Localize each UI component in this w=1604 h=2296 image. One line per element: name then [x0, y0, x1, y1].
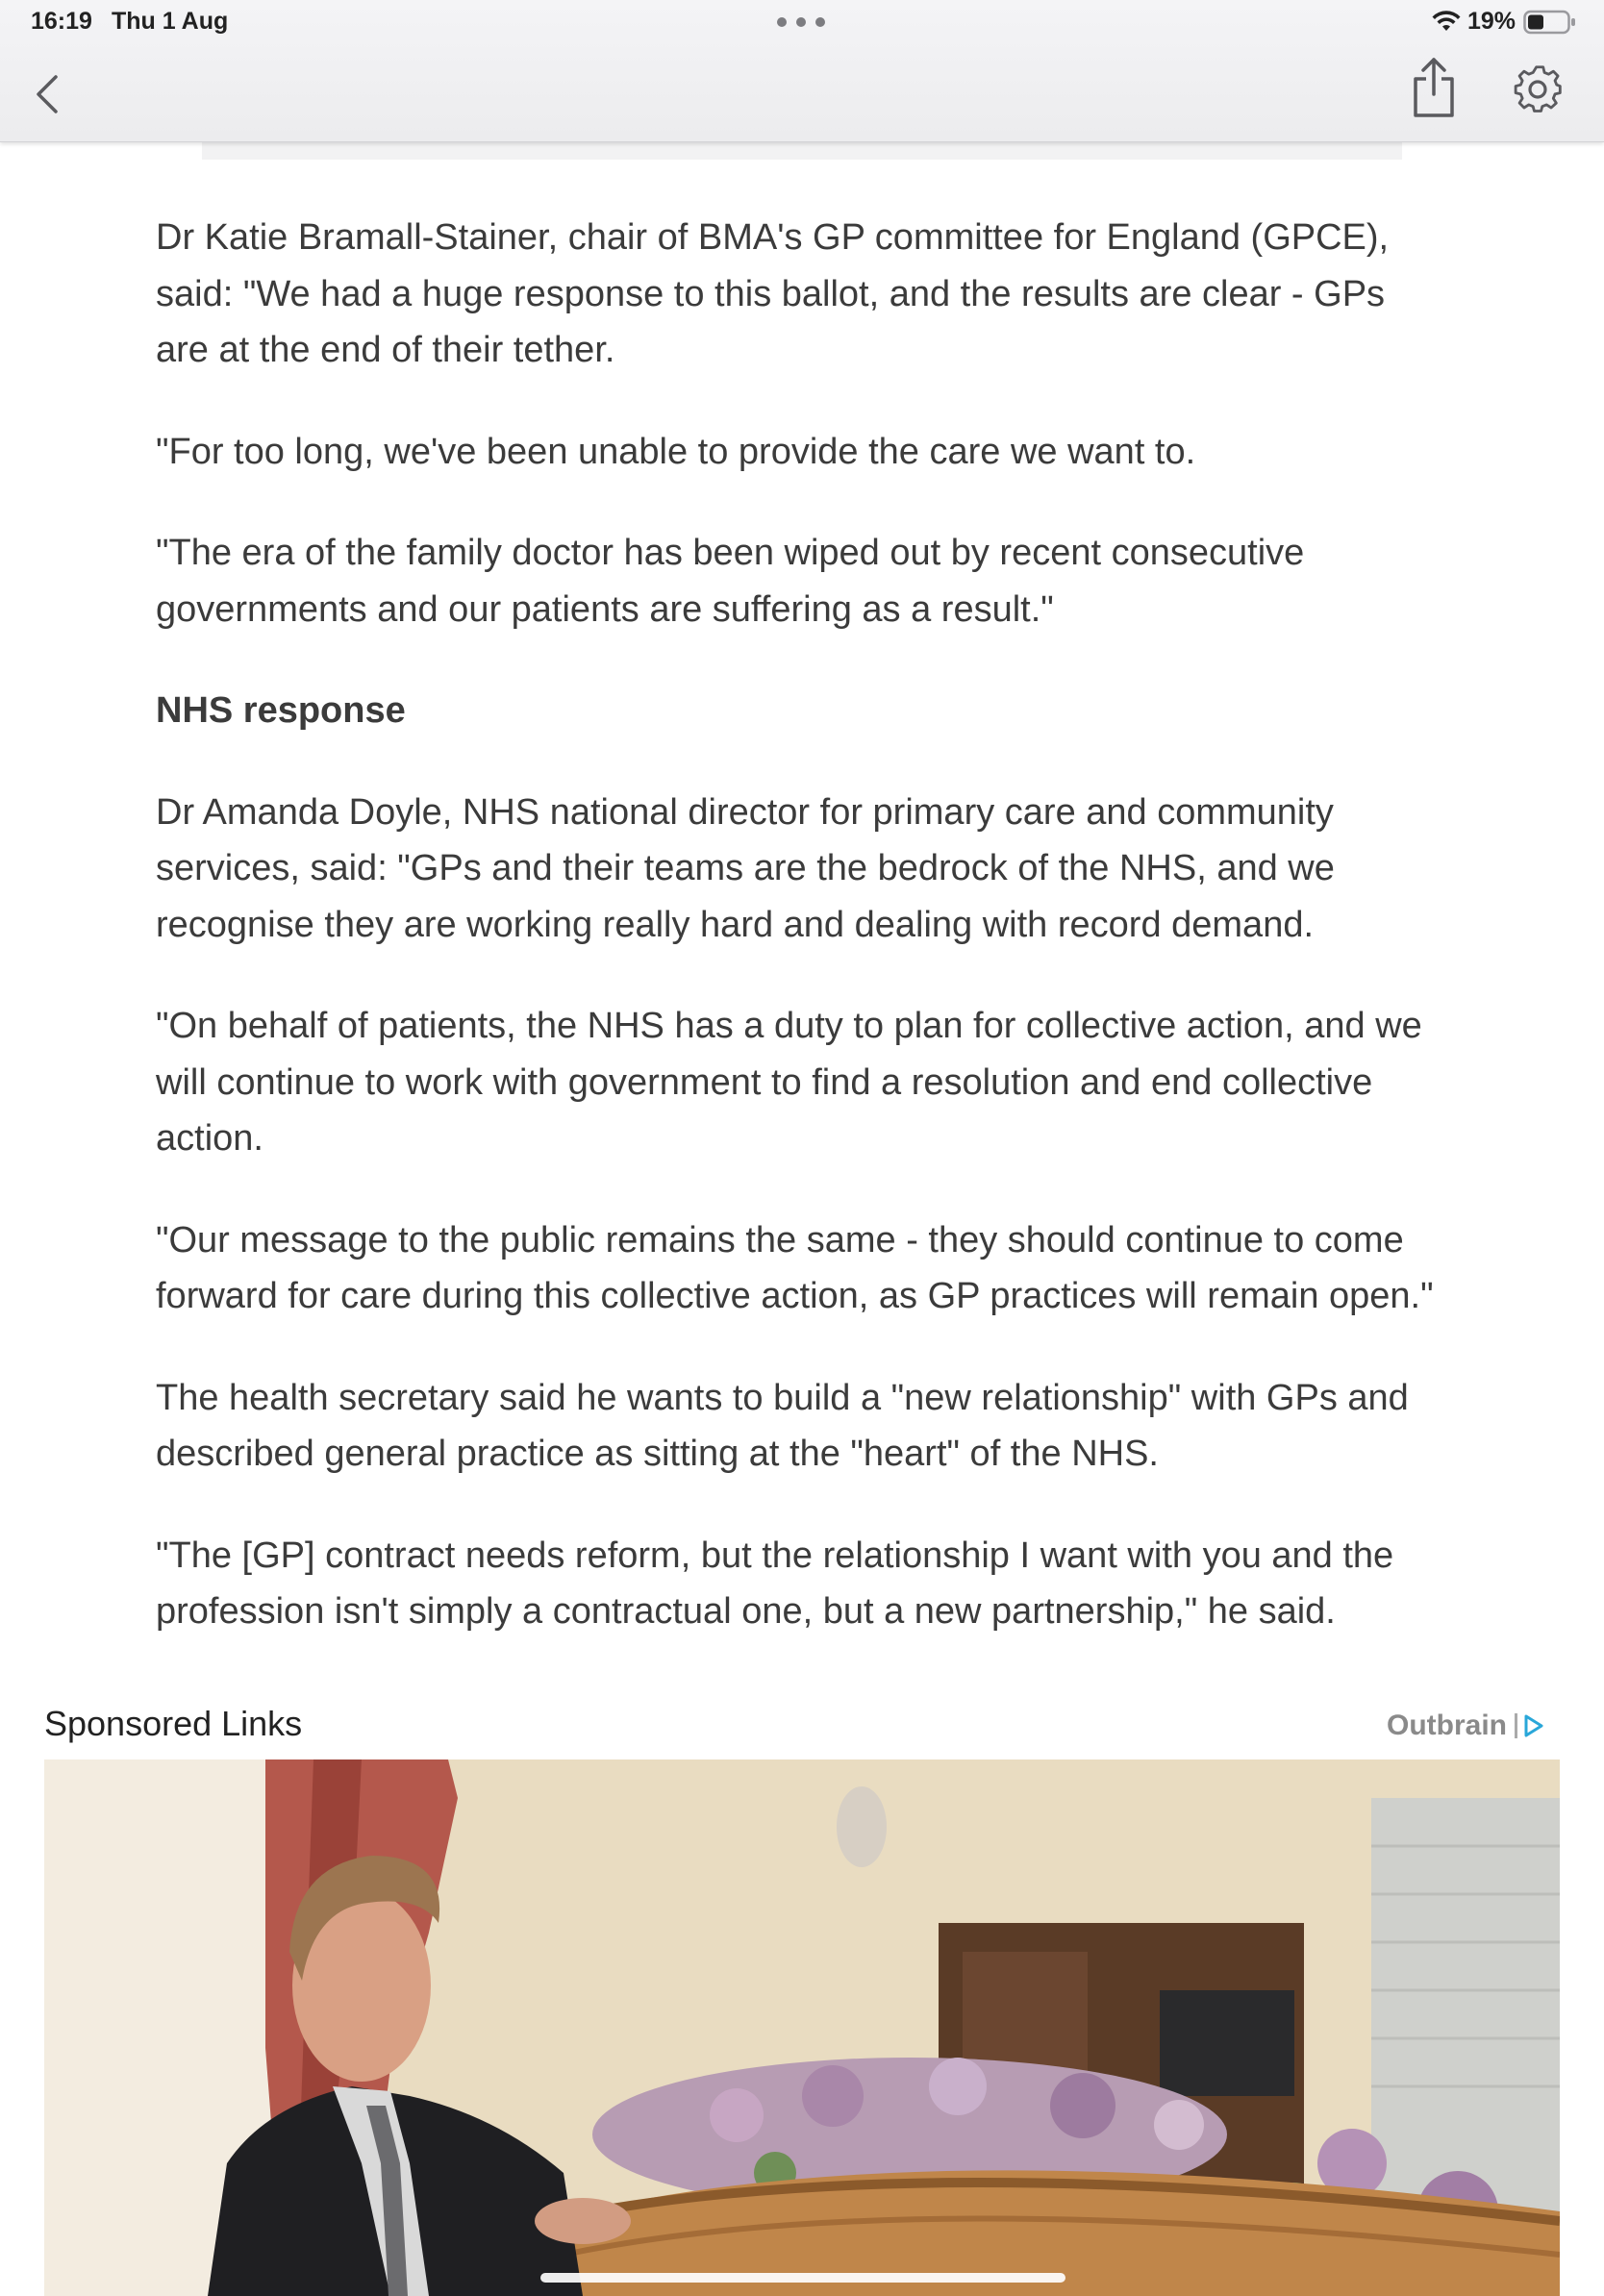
sponsored-ad-image[interactable] — [44, 1759, 1560, 2296]
article-paragraph: Dr Katie Bramall-Stainer, chair of BMA's GP committee for England (GPCE), said: "We had a huge response to this ballot, and the results are clear - GPs are at the end of their tether. — [156, 217, 1390, 370]
chevron-left-icon[interactable] — [29, 69, 67, 119]
sponsored-links-heading: Sponsored Links — [44, 1704, 303, 1743]
battery-percent: 19% — [1467, 8, 1516, 35]
adchoices-icon[interactable] — [1523, 1713, 1544, 1738]
article-body — [156, 210, 1444, 1685]
share-icon[interactable] — [1410, 56, 1458, 119]
article-paragraph: "For too long, we've been unable to provide the care we want to. — [156, 431, 1196, 472]
status-date: Thu 1 Aug — [112, 8, 229, 35]
header-divider-strip — [202, 142, 1402, 160]
wifi-icon — [1431, 10, 1462, 33]
ad-photo-illustration — [44, 1759, 1560, 2296]
gear-icon[interactable] — [1512, 63, 1564, 115]
article-paragraph: "The era of the family doctor has been wiped out by recent consecutive governments and our patients are suffering as a result." — [156, 533, 1305, 630]
home-indicator[interactable] — [540, 2273, 1065, 2283]
outbrain-logo[interactable] — [1387, 1710, 1544, 1742]
article-paragraph: Dr Amanda Doyle, NHS national director for primary care and community services, said: "GPs and their teams are the bedrock of the NHS, and we recognise they are working really hard and dealing with record demand. — [156, 791, 1335, 945]
article-paragraph: "On behalf of patients, the NHS has a duty to plan for collective action, and we will continue to work with government to find a resolution and end collective action. — [156, 1006, 1422, 1159]
top-toolbar — [0, 0, 1604, 142]
article-subheading: NHS response — [156, 690, 406, 731]
outbrain-divider — [1515, 1713, 1517, 1738]
outbrain-logo-text: Outbrain — [1387, 1710, 1507, 1741]
article-paragraph: The health secretary said he wants to build a "new relationship" with GPs and described general practice as sitting at the "heart" of the NHS. — [156, 1377, 1409, 1474]
battery-icon — [1523, 9, 1577, 36]
article-paragraph: "The [GP] contract needs reform, but the relationship I want with you and the profession isn't simply a contractual one, but a new partnership," he said. — [156, 1535, 1394, 1632]
multitasking-dots-icon[interactable] — [777, 17, 825, 27]
article-paragraph: "Our message to the public remains the same - they should continue to come forward for care during this collective action, as GP practices will remain open." — [156, 1219, 1434, 1316]
status-time: 16:19 — [31, 8, 92, 35]
